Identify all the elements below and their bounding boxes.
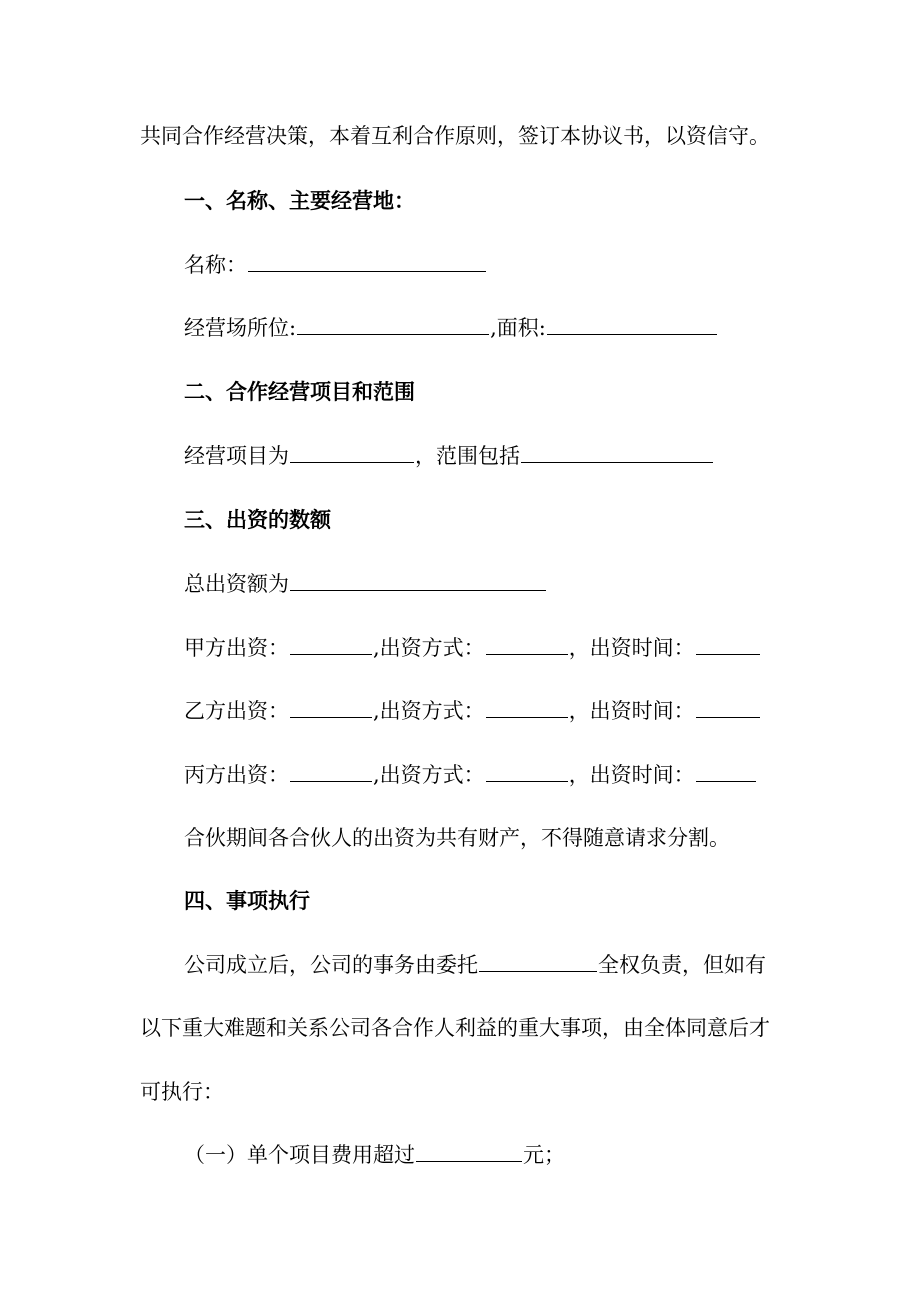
item-one: （一）单个项目费用超过 元； [184, 1143, 565, 1167]
name-blank[interactable] [248, 253, 486, 272]
location-blank[interactable] [297, 316, 489, 335]
cost-limit-blank[interactable] [416, 1143, 522, 1162]
location-row: 经营场所位: ,面积: [184, 313, 718, 343]
area-blank[interactable] [547, 316, 717, 335]
execution-para-line3: 可执行： [140, 1080, 224, 1104]
contribution-row-c: 丙方出资： ,出资方式： ，出资时间： [184, 760, 757, 790]
time-blank[interactable] [696, 636, 760, 655]
section1-heading: 一、名称、主要经营地： [184, 189, 415, 213]
section2-heading: 二、合作经营项目和范围 [184, 380, 415, 404]
total-blank[interactable] [290, 572, 546, 591]
intro-line: 共同合作经营决策，本着互利合作原则，签订本协议书，以资信守。 [140, 124, 770, 148]
amount-blank[interactable] [290, 636, 372, 655]
method-blank[interactable] [486, 636, 568, 655]
amount-blank[interactable] [290, 699, 372, 718]
section4-heading: 四、事项执行 [184, 889, 310, 913]
contribution-row-b: 乙方出资： ,出资方式： ，出资时间： [184, 696, 761, 726]
shared-property-note: 合伙期间各合伙人的出资为共有财产，不得随意请求分割。 [184, 826, 730, 850]
method-blank[interactable] [486, 763, 568, 782]
section3-heading: 三、出资的数额 [184, 508, 331, 532]
delegate-blank[interactable] [479, 953, 597, 972]
time-blank[interactable] [696, 763, 756, 782]
project-row: 经营项目为 ，范围包括 [184, 441, 714, 471]
execution-para-line2: 以下重大难题和关系公司各合作人利益的重大事项，由全体同意后才 [140, 1016, 770, 1040]
scope-blank[interactable] [521, 444, 713, 463]
execution-para-line1: 公司成立后，公司的事务由委托 全权负责，但如有 [184, 953, 766, 977]
project-blank[interactable] [290, 444, 414, 463]
time-blank[interactable] [696, 699, 760, 718]
amount-blank[interactable] [290, 763, 372, 782]
method-blank[interactable] [486, 699, 568, 718]
total-row: 总出资额为 [184, 569, 547, 599]
name-row: 名称： [184, 250, 487, 280]
contribution-row-a: 甲方出资： ,出资方式： ，出资时间： [184, 633, 761, 663]
